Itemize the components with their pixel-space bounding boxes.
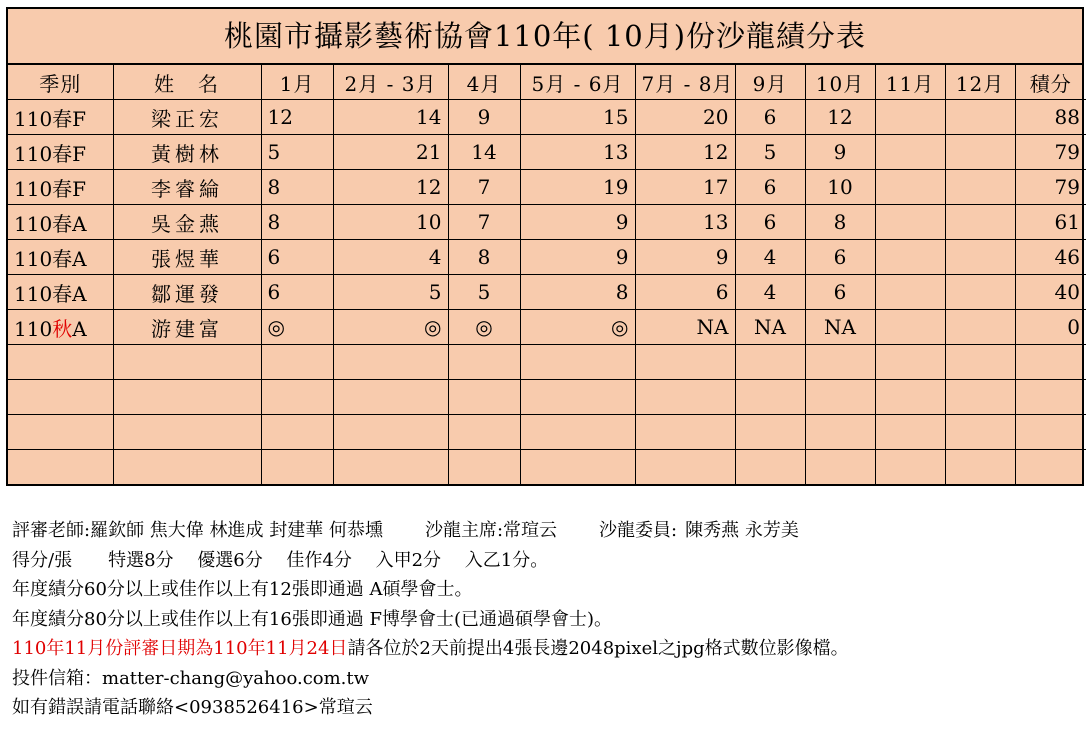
- cell-season: 110春F: [8, 170, 113, 205]
- cell-nov: [875, 275, 945, 310]
- committee-label: 沙龍委員:: [599, 520, 678, 541]
- cell-sep: 6: [735, 100, 805, 135]
- cell-total: [1015, 450, 1086, 485]
- chair-name: 常瑄云: [503, 520, 558, 541]
- cell-season: [8, 450, 113, 485]
- cell-apr: [448, 415, 520, 450]
- cell-jan: 6: [261, 275, 333, 310]
- deadline-date: 110年11月份評審日期為110年11月24日: [12, 638, 348, 659]
- cell-sep: 4: [735, 275, 805, 310]
- table-row: [8, 170, 1086, 205]
- cell-season: [8, 345, 113, 380]
- cell-may-jun: 9: [520, 240, 635, 275]
- judges-label: 評審老師:: [12, 520, 91, 541]
- cell-nov: [875, 100, 945, 135]
- cell-dec: [945, 240, 1015, 275]
- phone-number[interactable]: 0938526416: [189, 697, 304, 718]
- cell-nov: [875, 310, 945, 345]
- cell-oct: [805, 380, 875, 415]
- cell-oct: NA: [805, 310, 875, 345]
- cell-season: 110春A: [8, 275, 113, 310]
- cell-apr: 7: [448, 170, 520, 205]
- cell-jan: 6: [261, 240, 333, 275]
- empty-row: [8, 380, 1086, 415]
- rule-a-line: 年度績分60分以上或佳作以上有12張即通過 A碩學會士。: [12, 579, 473, 600]
- cell-name: 游建富: [113, 310, 261, 345]
- col-header-oct: 10月: [805, 65, 875, 100]
- cell-sep: [735, 380, 805, 415]
- cell-jul-aug: [635, 380, 735, 415]
- season-part: 110: [14, 316, 53, 341]
- cell-dec: [945, 345, 1015, 380]
- cell-oct: [805, 450, 875, 485]
- cell-season: [8, 310, 113, 345]
- cell-total: 46: [1015, 240, 1086, 275]
- judges-line: [12, 516, 1082, 546]
- col-header-jan: 1月: [261, 65, 333, 100]
- cell-jul-aug: 6: [635, 275, 735, 310]
- cell-dec: [945, 275, 1015, 310]
- page-title: 桃園市攝影藝術協會110年( 10月)份沙龍績分表: [8, 9, 1082, 65]
- col-header-may-jun: 5月 - 6月: [520, 65, 635, 100]
- cell-sep: 6: [735, 170, 805, 205]
- cell-nov: [875, 415, 945, 450]
- cell-name: 鄒運發: [113, 275, 261, 310]
- cell-oct: [805, 345, 875, 380]
- cell-jul-aug: 12: [635, 135, 735, 170]
- cell-sep: 5: [735, 135, 805, 170]
- cell-jul-aug: 13: [635, 205, 735, 240]
- cell-apr: 9: [448, 100, 520, 135]
- cell-total: [1015, 415, 1086, 450]
- cell-name: [113, 380, 261, 415]
- cell-name: 梁正宏: [113, 100, 261, 135]
- contact-line: [12, 693, 1082, 723]
- cell-jan: [261, 380, 333, 415]
- cell-apr: 14: [448, 135, 520, 170]
- cell-dec: [945, 450, 1015, 485]
- cell-feb-mar: [333, 345, 448, 380]
- cell-sep: 6: [735, 205, 805, 240]
- cell-nov: [875, 380, 945, 415]
- cell-name: 李睿綸: [113, 170, 261, 205]
- judges-names: 羅欽師 焦大偉 林進成 封建華 何恭壎: [90, 520, 383, 541]
- cell-jul-aug: [635, 415, 735, 450]
- cell-sep: [735, 450, 805, 485]
- table-row: [8, 240, 1086, 275]
- cell-may-jun: [520, 450, 635, 485]
- cell-feb-mar: 21: [333, 135, 448, 170]
- col-header-nov: 11月: [875, 65, 945, 100]
- cell-season: 110春A: [8, 205, 113, 240]
- cell-name: 吳金燕: [113, 205, 261, 240]
- cell-may-jun: [520, 345, 635, 380]
- cell-nov: [875, 170, 945, 205]
- cell-apr: 8: [448, 240, 520, 275]
- scoring-line: 得分/張 特選8分 優選6分 佳作4分 入甲2分 入乙1分。: [12, 549, 549, 571]
- empty-row: [8, 415, 1086, 450]
- cell-jul-aug: [635, 345, 735, 380]
- cell-sep: [735, 415, 805, 450]
- cell-nov: [875, 135, 945, 170]
- cell-total: 40: [1015, 275, 1086, 310]
- cell-jan: [261, 450, 333, 485]
- header-row: [8, 65, 1086, 100]
- cell-oct: 8: [805, 205, 875, 240]
- cell-jul-aug: 20: [635, 100, 735, 135]
- cell-dec: [945, 100, 1015, 135]
- cell-jul-aug: 9: [635, 240, 735, 275]
- cell-may-jun: ◎: [520, 310, 635, 345]
- cell-name: [113, 415, 261, 450]
- cell-oct: 9: [805, 135, 875, 170]
- score-sheet: [6, 7, 1084, 486]
- cell-season: [8, 380, 113, 415]
- col-header-jul-aug: 7月 - 8月: [635, 65, 735, 100]
- cell-may-jun: 15: [520, 100, 635, 135]
- cell-feb-mar: [333, 415, 448, 450]
- cell-dec: [945, 415, 1015, 450]
- cell-dec: [945, 205, 1015, 240]
- cell-total: 61: [1015, 205, 1086, 240]
- cell-name: 張煜華: [113, 240, 261, 275]
- cell-may-jun: [520, 380, 635, 415]
- cell-jul-aug: [635, 450, 735, 485]
- col-header-sep: 9月: [735, 65, 805, 100]
- cell-feb-mar: [333, 450, 448, 485]
- table-row: [8, 205, 1086, 240]
- cell-total: 0: [1015, 310, 1086, 345]
- cell-dec: [945, 170, 1015, 205]
- cell-apr: ◎: [448, 310, 520, 345]
- cell-name: [113, 345, 261, 380]
- cell-oct: 6: [805, 240, 875, 275]
- chair-label: 沙龍主席:: [424, 520, 504, 541]
- cell-oct: [805, 415, 875, 450]
- cell-dec: [945, 135, 1015, 170]
- cell-total: 79: [1015, 135, 1086, 170]
- cell-apr: 5: [448, 275, 520, 310]
- cell-oct: 12: [805, 100, 875, 135]
- email-address[interactable]: matter-chang@yahoo.com.tw: [102, 667, 370, 689]
- cell-apr: 7: [448, 205, 520, 240]
- cell-oct: 10: [805, 170, 875, 205]
- cell-sep: [735, 345, 805, 380]
- cell-jan: 5: [261, 135, 333, 170]
- col-header-season: 季別: [8, 65, 113, 100]
- email-line: [12, 664, 1082, 694]
- score-table: [8, 65, 1086, 484]
- cell-feb-mar: [333, 380, 448, 415]
- cell-feb-mar: ◎: [333, 310, 448, 345]
- col-header-feb-mar: 2月 - 3月: [333, 65, 448, 100]
- cell-jul-aug: 17: [635, 170, 735, 205]
- cell-may-jun: 13: [520, 135, 635, 170]
- committee-names: 陳秀燕 永芳美: [685, 520, 799, 541]
- col-header-apr: 4月: [448, 65, 520, 100]
- cell-season: 110春F: [8, 135, 113, 170]
- cell-sep: 4: [735, 240, 805, 275]
- cell-jan: 12: [261, 100, 333, 135]
- cell-apr: [448, 345, 520, 380]
- cell-jan: 8: [261, 170, 333, 205]
- season-part: A: [72, 316, 87, 341]
- table-row: [8, 100, 1086, 135]
- table-row: [8, 135, 1086, 170]
- cell-season: 110春F: [8, 100, 113, 135]
- cell-nov: [875, 240, 945, 275]
- col-header-total: 積分: [1015, 65, 1086, 100]
- contact-prefix: 如有錯誤請電話聯絡<: [12, 697, 190, 718]
- cell-jan: ◎: [261, 310, 333, 345]
- cell-feb-mar: 4: [333, 240, 448, 275]
- cell-jan: 8: [261, 205, 333, 240]
- cell-sep: NA: [735, 310, 805, 345]
- cell-total: [1015, 345, 1086, 380]
- table-row: [8, 310, 1086, 345]
- col-header-dec: 12月: [945, 65, 1015, 100]
- empty-row: [8, 450, 1086, 485]
- cell-jan: [261, 415, 333, 450]
- cell-feb-mar: 5: [333, 275, 448, 310]
- cell-feb-mar: 12: [333, 170, 448, 205]
- cell-total: [1015, 380, 1086, 415]
- cell-nov: [875, 450, 945, 485]
- email-label: 投件信箱：: [12, 667, 102, 689]
- cell-total: 79: [1015, 170, 1086, 205]
- cell-may-jun: 9: [520, 205, 635, 240]
- table-row: [8, 275, 1086, 310]
- cell-feb-mar: 14: [333, 100, 448, 135]
- col-header-name: 姓 名: [113, 65, 261, 100]
- cell-oct: 6: [805, 275, 875, 310]
- cell-dec: [945, 380, 1015, 415]
- rule-f-line: 年度績分80分以上或佳作以上有16張即通過 F博學會士(已通過碩學會士)。: [12, 608, 613, 630]
- cell-nov: [875, 205, 945, 240]
- cell-may-jun: 19: [520, 170, 635, 205]
- cell-season: [8, 415, 113, 450]
- cell-jan: [261, 345, 333, 380]
- contact-suffix: >常瑄云: [303, 697, 373, 718]
- cell-name: [113, 450, 261, 485]
- season-autumn-mark: 秋: [52, 316, 73, 341]
- cell-dec: [945, 310, 1015, 345]
- cell-season: 110春A: [8, 240, 113, 275]
- cell-may-jun: [520, 415, 635, 450]
- cell-jul-aug: NA: [635, 310, 735, 345]
- cell-name: 黃樹林: [113, 135, 261, 170]
- notes-section: [12, 516, 1082, 723]
- cell-nov: [875, 345, 945, 380]
- cell-total: 88: [1015, 100, 1086, 135]
- cell-apr: [448, 380, 520, 415]
- cell-may-jun: 8: [520, 275, 635, 310]
- deadline-instructions: 請各位於2天前提出4張長邊2048pixel之jpg格式數位影像檔。: [347, 638, 849, 659]
- deadline-line: [12, 634, 1082, 664]
- empty-row: [8, 345, 1086, 380]
- cell-apr: [448, 450, 520, 485]
- cell-feb-mar: 10: [333, 205, 448, 240]
